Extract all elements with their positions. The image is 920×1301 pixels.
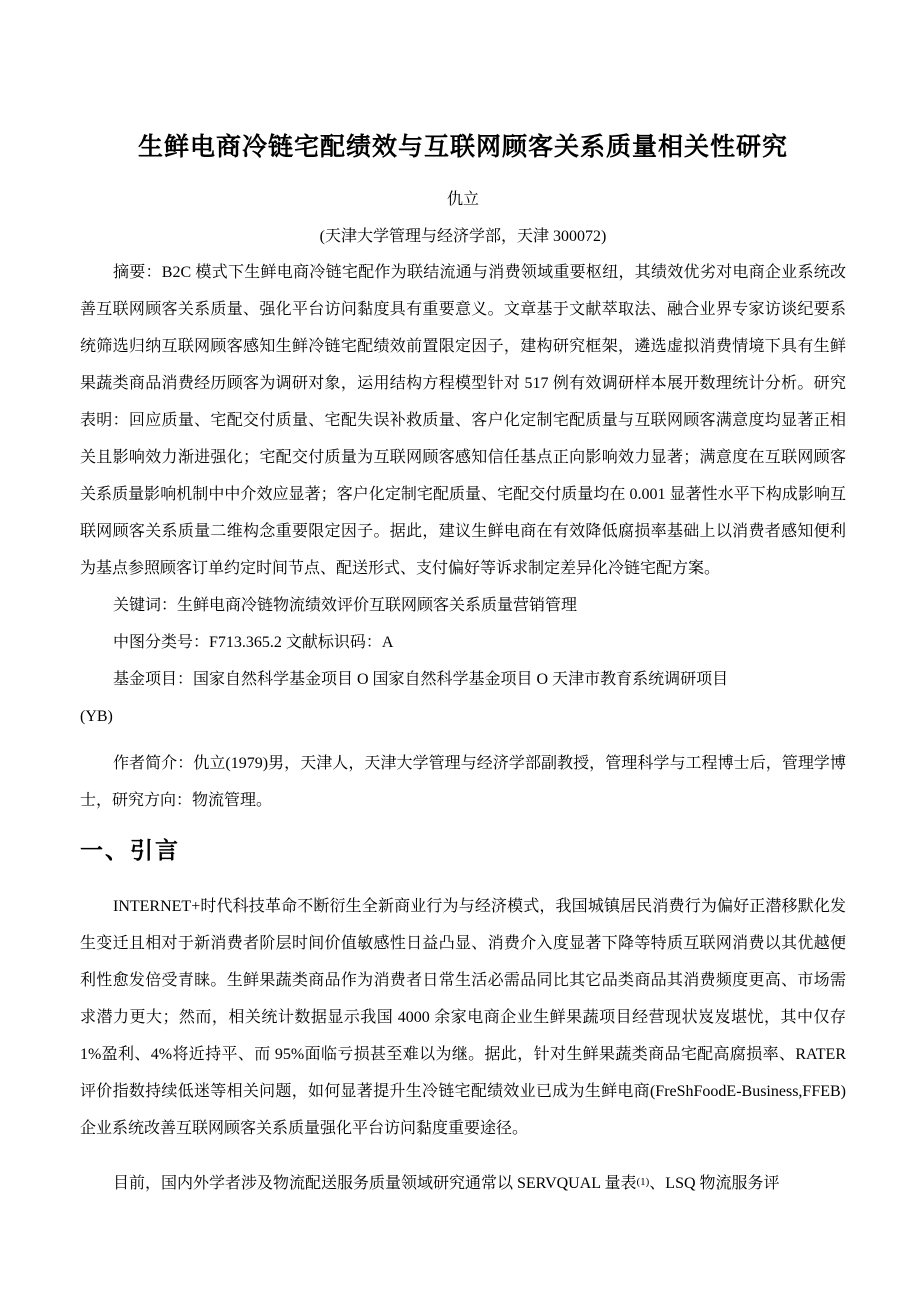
intro-paragraph-2-text-continued: 、LSQ 物流服务评	[649, 1175, 780, 1192]
section-heading-introduction: 一、引言	[80, 837, 180, 863]
author-name: 仇立	[446, 191, 479, 208]
fund-project-continuation: (YB)	[80, 708, 113, 725]
citation-marker-1: (1)	[636, 1176, 650, 1188]
clc-number-line: 中图分类号：F713.365.2 文献标识码：A	[113, 634, 394, 651]
intro-paragraph-2-text: 目前，国内外学者涉及物流配送服务质量领域研究通常以 SERVQUAL 量表	[113, 1175, 637, 1192]
author-affiliation: (天津大学管理与经济学部，天津 300072)	[319, 228, 607, 245]
abstract-paragraph: 摘要：B2C 模式下生鲜电商冷链宅配作为联结流通与消费领域重要枢纽，其绩效优劣对电商企业系统改善互联网顾客关系质量、强化平台访问黏度具有重要意义。文章基于文献萃取法、融合业界专家访谈纪要系统筛选归纳互联网顾客感知生鲜冷链宅配绩效前置限定因子，建构研究框架，遴选虚拟消费情境下具有生鲜果蔬类商品消费经历顾客为调研对象，运用结构方程模型针对 517 例有效调研样本展开数理统计分析。研究表明：回应质量、宅配交付质量、宅配失误补救质量、客户化定制宅配质量与互联网顾客满意度均显著正相关且影响效力渐进强化；宅配交付质量为互联网顾客感知信任基点正向影响效力显著；满意度在互联网顾客关系质量影响机制中中介效应显著；客户化定制宅配质量、宅配交付质量均在 0.001 显著性水平下构成影响互联网顾客关系质量二维构念重要限定因子。据此，建议生鲜电商在有效降低腐损率基础上以消费者感知便利为基点参照顾客订单约定时间节点、配送形式、支付偏好等诉求制定差异化冷链宅配方案。	[80, 264, 846, 577]
front-matter	[80, 254, 846, 819]
paper-title: 生鲜电商冷链宅配绩效与互联网顾客关系质量相关性研究	[137, 133, 788, 161]
intro-paragraph-2	[80, 1165, 846, 1202]
keywords-line: 关键词：生鲜电商冷链物流绩效评价互联网顾客关系质量营销管理	[113, 597, 578, 614]
author-bio-paragraph: 作者简介：仇立(1979)男，天津人，天津大学管理与经济学部副教授，管理科学与工程博士后，管理学博士，研究方向：物流管理。	[80, 755, 846, 809]
fund-project-line: 基金项目：国家自然科学基金项目 O 国家自然科学基金项目 O 天津市教育系统调研项目	[113, 671, 729, 688]
intro-paragraph-1: INTERNET+时代科技革命不断衍生全新商业行为与经济模式，我国城镇居民消费行为偏好正潜移默化发生变迁且相对于新消费者阶层时间价值敏感性日益凸显、消费介入度显著下降等特质互联网消费以其优越便利性愈发倍受青睐。生鲜果蔬类商品作为消费者日常生活必需品同比其它品类商品其消费频度更高、市场需求潜力更大；然而，相关统计数据显示我国 4000 余家电商企业生鲜果蔬项目经营现状岌岌堪忧，其中仅存 1%盈利、4%将近持平、而 95%面临亏损甚至难以为继。据此，针对生鲜果蔬类商品宅配高腐损率、RATER 评价指数持续低迷等相关问题，如何显著提升生冷链宅配绩效业已成为生鲜电商(FreShFoodE-Business,FFEB)企业系统改善互联网顾客关系质量强化平台访问黏度重要途径。	[80, 898, 846, 1137]
